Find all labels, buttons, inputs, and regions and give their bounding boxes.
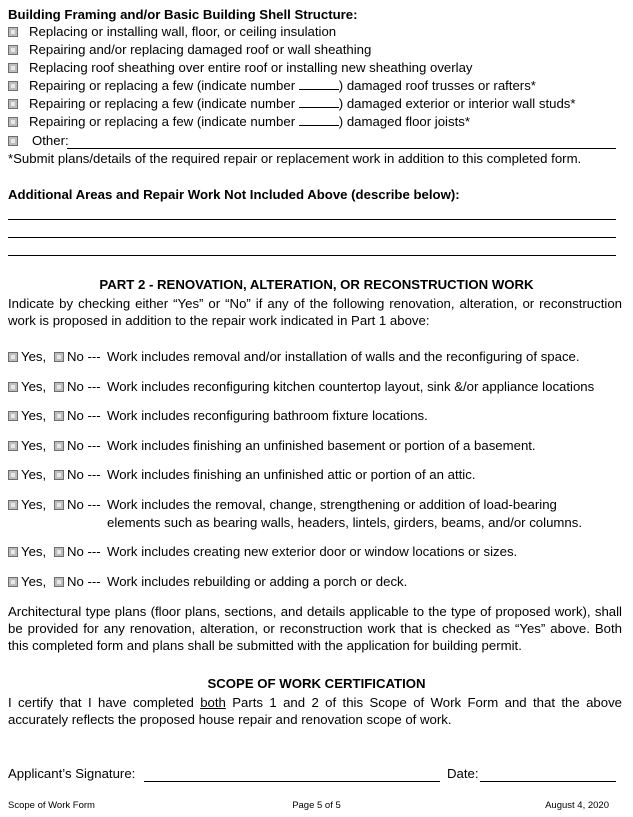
no-checkbox[interactable] — [54, 352, 64, 362]
yes-checkbox[interactable] — [8, 470, 18, 480]
yes-label: Yes, — [21, 379, 47, 394]
yes-label: Yes, — [21, 544, 47, 559]
yes-checkbox[interactable] — [8, 411, 18, 421]
submit-note: *Submit plans/details of the required repair or replacement work in addition to this completed form. — [8, 151, 582, 166]
item6-continued: elements such as bearing walls, headers, lintels, girders, beams, and/or columns. — [107, 515, 582, 530]
work-item: Work includes removal and/or installation of walls and the reconfiguring of space. — [107, 349, 580, 364]
no-label: No --- — [67, 497, 101, 512]
work-item: Work includes finishing an unfinished attic or portion of an attic. — [107, 467, 476, 482]
additional-line-1[interactable] — [8, 219, 616, 220]
yes-label: Yes, — [21, 497, 47, 512]
additional-heading: Additional Areas and Repair Work Not Included Above (describe below): — [8, 187, 460, 202]
yes-checkbox[interactable] — [8, 500, 18, 510]
number-blank-trusses[interactable] — [299, 79, 339, 90]
item-studs — [29, 96, 576, 111]
item-sheathing: Repairing and/or replacing damaged roof or wall sheathing — [29, 42, 372, 57]
checkbox-roof-sheathing[interactable] — [8, 63, 18, 73]
yes-label: Yes, — [21, 574, 47, 589]
additional-line-3[interactable] — [8, 255, 616, 256]
certification-text: I certify that I have completed both Parts 1 and 2 of this Scope of Work Form and that the above accurately reflects the proposed house repair and renovation scope of work. — [8, 695, 623, 727]
no-label: No --- — [67, 438, 101, 453]
yes-checkbox[interactable] — [8, 547, 18, 557]
yes-checkbox[interactable] — [8, 352, 18, 362]
few-prefix: Repairing or replacing a few (indicate number — [29, 96, 296, 111]
item-trusses — [29, 78, 536, 93]
checkbox-studs[interactable] — [8, 99, 18, 109]
checkbox-insulation[interactable] — [8, 27, 18, 37]
additional-line-2[interactable] — [8, 237, 616, 238]
checkbox-trusses[interactable] — [8, 81, 18, 91]
few-suffix-joists: ) damaged floor joists* — [338, 114, 470, 129]
date-label: Date: — [447, 766, 479, 781]
checkbox-other[interactable] — [8, 136, 18, 146]
other-label: Other: — [32, 133, 69, 148]
work-item: Work includes rebuilding or adding a porch or deck. — [107, 574, 408, 589]
no-checkbox[interactable] — [54, 441, 64, 451]
no-checkbox[interactable] — [54, 470, 64, 480]
no-label: No --- — [67, 544, 101, 559]
other-input-line[interactable] — [67, 148, 616, 149]
yes-label: Yes, — [21, 408, 47, 423]
yes-checkbox[interactable] — [8, 577, 18, 587]
no-label: No --- — [67, 349, 101, 364]
no-checkbox[interactable] — [54, 411, 64, 421]
part2-heading: PART 2 - RENOVATION, ALTERATION, OR RECONSTRUCTION WORK — [99, 277, 534, 292]
number-blank-joists[interactable] — [299, 115, 339, 126]
few-prefix: Repairing or replacing a few (indicate number — [29, 114, 296, 129]
no-label: No --- — [67, 574, 101, 589]
yes-checkbox[interactable] — [8, 441, 18, 451]
number-blank-studs[interactable] — [299, 97, 339, 108]
signature-line[interactable] — [144, 781, 440, 782]
work-item: Work includes creating new exterior door or window locations or sizes. — [107, 544, 518, 559]
yes-label: Yes, — [21, 438, 47, 453]
footer-left: Scope of Work Form — [8, 800, 95, 811]
no-checkbox[interactable] — [54, 500, 64, 510]
work-item: Work includes reconfiguring kitchen countertop layout, sink &/or appliance locations — [107, 379, 595, 394]
work-item: Work includes reconfiguring bathroom fixture locations. — [107, 408, 428, 423]
no-label: No --- — [67, 379, 101, 394]
no-label: No --- — [67, 408, 101, 423]
few-suffix-studs: ) damaged exterior or interior wall studs* — [338, 96, 576, 111]
both-underlined: both — [200, 695, 226, 710]
yes-label: Yes, — [21, 349, 47, 364]
few-suffix-trusses: ) damaged roof trusses or rafters* — [338, 78, 536, 93]
part2-intro: Indicate by checking either “Yes” or “No” if any of the following renovation, alteration, or reconstruction work is proposed in addition to the repair work indicated in Part 1 above: — [8, 296, 622, 328]
checkbox-joists[interactable] — [8, 117, 18, 127]
item-joists — [29, 114, 470, 129]
item-insulation: Replacing or installing wall, floor, or ceiling insulation — [29, 24, 337, 39]
yes-checkbox[interactable] — [8, 382, 18, 392]
section-heading: Building Framing and/or Basic Building Shell Structure: — [8, 7, 358, 22]
checkbox-sheathing[interactable] — [8, 45, 18, 55]
footer-center: Page 5 of 5 — [292, 800, 341, 811]
footer-right: August 4, 2020 — [545, 800, 609, 811]
plans-note: Architectural type plans (floor plans, sections, and details applicable to the type of proposed work), shall be provided for any renovation, alteration, or reconstruction work that is checked as “Yes” above. Both this completed form and plans shall be submitted with the application for building permit. — [8, 604, 622, 653]
few-prefix: Repairing or replacing a few (indicate number — [29, 78, 296, 93]
work-item: Work includes the removal, change, strengthening or addition of load-bearing — [107, 497, 557, 512]
no-checkbox[interactable] — [54, 547, 64, 557]
date-line[interactable] — [480, 781, 616, 782]
signature-label: Applicant’s Signature: — [8, 766, 136, 781]
item-roof-sheathing: Replacing roof sheathing over entire roof or installing new sheathing overlay — [29, 60, 473, 75]
no-checkbox[interactable] — [54, 382, 64, 392]
no-label: No --- — [67, 467, 101, 482]
certification-heading: SCOPE OF WORK CERTIFICATION — [207, 676, 426, 691]
work-item: Work includes finishing an unfinished basement or portion of a basement. — [107, 438, 536, 453]
yes-label: Yes, — [21, 467, 47, 482]
no-checkbox[interactable] — [54, 577, 64, 587]
